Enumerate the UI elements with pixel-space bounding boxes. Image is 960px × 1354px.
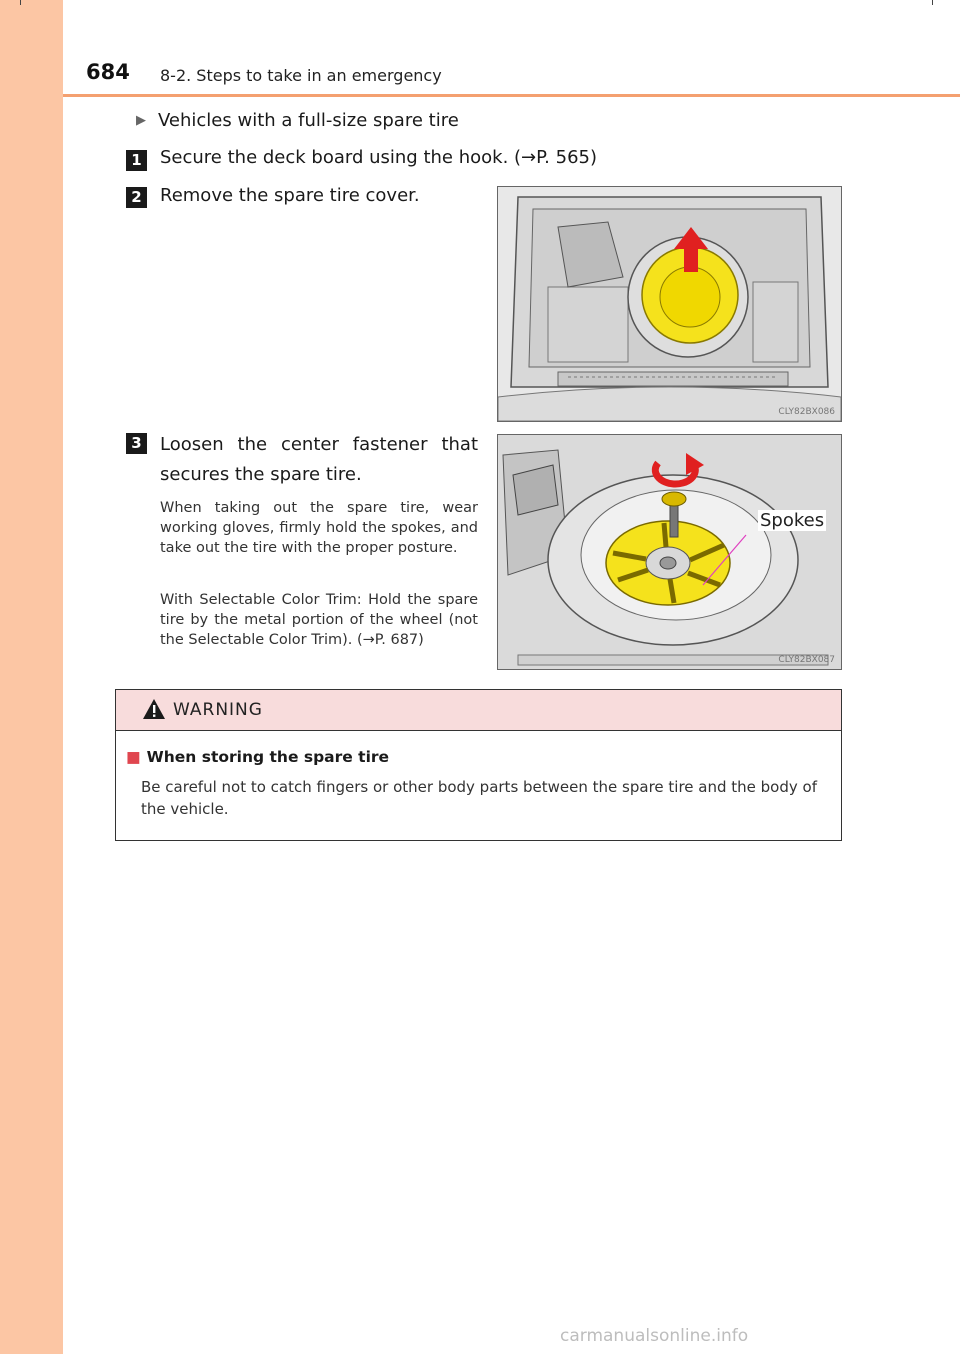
section-title: 8-2. Steps to take in an emergency (160, 66, 442, 85)
figure-2-code: CLY82BX087 (778, 655, 835, 665)
step-1-badge: 1 (126, 150, 147, 171)
bullet-heading (136, 110, 459, 131)
bullet-text: Vehicles with a full-size spare tire (158, 110, 459, 131)
step-1-text: Secure the deck board using the hook. (→P. 565) (160, 147, 597, 168)
warning-item-title-text: When storing the spare tire (146, 748, 390, 766)
header-rule (63, 94, 960, 97)
figure-spare-tire-fastener (497, 434, 842, 670)
triangle-bullet-icon: ▶ (136, 113, 146, 128)
step-2-badge: 2 (126, 187, 147, 208)
step-3-text: Loosen the center fastener that secures the spare tire. (160, 434, 478, 485)
note-gloves: When taking out the spare tire, wear working gloves, firmly hold the spokes, and take out the tire with the proper posture. (160, 500, 478, 556)
watermark: carmanualsonline.info (560, 1326, 749, 1346)
figure-spare-tire-cover (497, 186, 842, 422)
note-color-trim: With Selectable Color Trim: Hold the spare tire by the metal portion of the wheel (not the Selectable Color Trim). (→P. 687) (160, 592, 478, 648)
warning-item-text: Be careful not to catch fingers or other body parts between the spare tire and the body of the vehicle. (141, 778, 817, 818)
warning-triangle-icon (142, 698, 166, 724)
warning-title: WARNING (173, 700, 263, 720)
red-square-bullet-icon: ■ (126, 748, 141, 766)
crop-mark-right (932, 0, 933, 5)
spokes-callout-label: Spokes (760, 510, 825, 531)
trunk-illustration (498, 187, 841, 421)
warning-header (116, 690, 841, 731)
crop-mark-left (20, 0, 21, 5)
spare-tire-illustration (498, 435, 841, 669)
side-tab-strip (0, 0, 63, 1354)
page-number: 684 (86, 60, 130, 84)
step-3-badge: 3 (126, 433, 147, 454)
warning-item-title (126, 748, 389, 766)
step-2-text: Remove the spare tire cover. (160, 185, 420, 206)
warning-box (115, 689, 842, 841)
figure-1-code: CLY82BX086 (778, 407, 835, 417)
